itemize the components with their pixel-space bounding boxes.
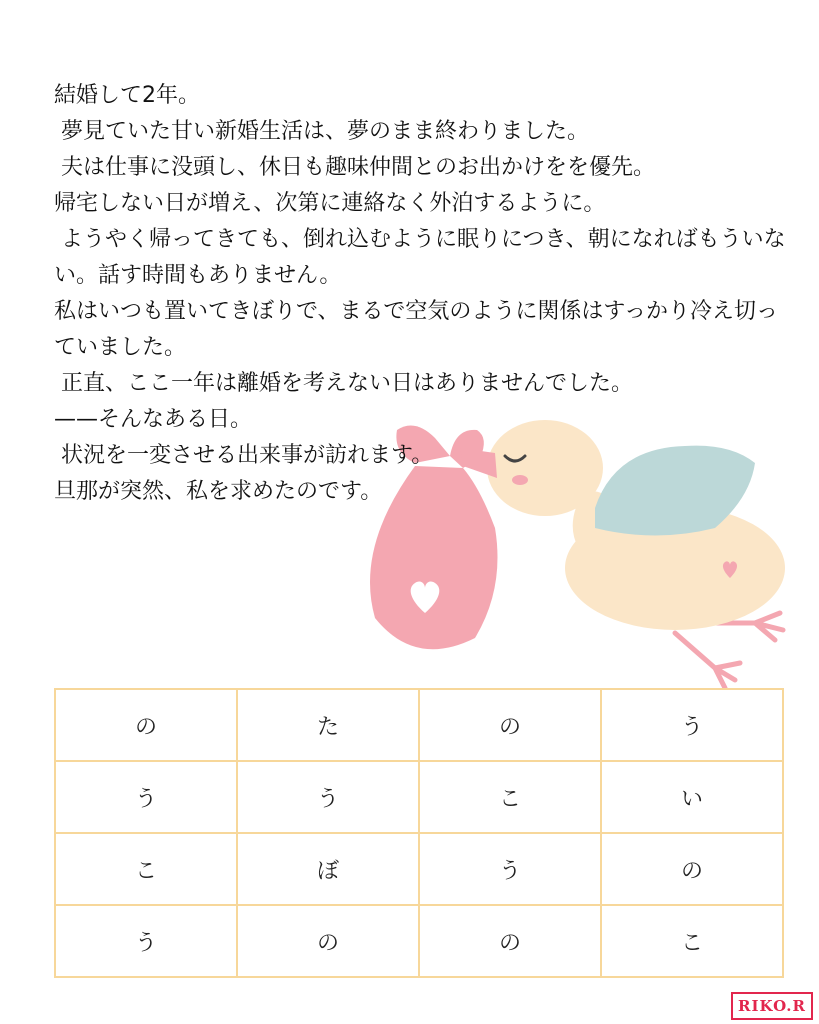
grid-cell: の (601, 833, 783, 905)
grid-cell: こ (601, 905, 783, 977)
story-line: 正直、ここ一年は離婚を考えない日はありませんでした。 (54, 371, 634, 396)
story-line: 結婚して2年。 (54, 83, 200, 108)
grid-cell: の (55, 689, 237, 761)
story-line: ——そんなある日。 (54, 407, 253, 432)
story-line: ようやく帰ってきても、倒れ込むように眠りにつき、朝になればもういない。話す時間もありません。 (54, 227, 786, 288)
story-text (54, 78, 794, 510)
story-line: 夫は仕事に没頭し、休日も趣味仲間とのお出かけをを優先。 (54, 155, 656, 180)
grid-row (55, 833, 783, 905)
grid-cell: う (55, 761, 237, 833)
grid-cell: う (55, 905, 237, 977)
grid-row (55, 905, 783, 977)
grid-cell: の (419, 689, 601, 761)
story-line: 旦那が突然、私を求めたのです。 (54, 479, 383, 504)
grid-cell: の (419, 905, 601, 977)
story-line: 状況を一変させる出来事が訪れます。 (54, 443, 434, 468)
story-line: 私はいつも置いてきぼりで、まるで空気のように関係はすっかり冷え切っていました。 (54, 299, 779, 360)
grid-cell: う (237, 761, 419, 833)
grid-cell: こ (419, 761, 601, 833)
grid-cell: い (601, 761, 783, 833)
grid-row (55, 689, 783, 761)
story-line: 夢見ていた甘い新婚生活は、夢のまま終わりました。 (54, 119, 590, 144)
stork-leg (675, 633, 740, 688)
grid-cell: う (601, 689, 783, 761)
brand-logo: RIKO.R (731, 992, 813, 1020)
grid-cell: う (419, 833, 601, 905)
grid-cell: の (237, 905, 419, 977)
grid-cell: た (237, 689, 419, 761)
hiragana-grid (54, 688, 784, 978)
story-line: 帰宅しない日が増え、次第に連絡なく外泊するように。 (54, 191, 606, 216)
grid-cell: こ (55, 833, 237, 905)
grid-row (55, 761, 783, 833)
grid-cell: ぼ (237, 833, 419, 905)
